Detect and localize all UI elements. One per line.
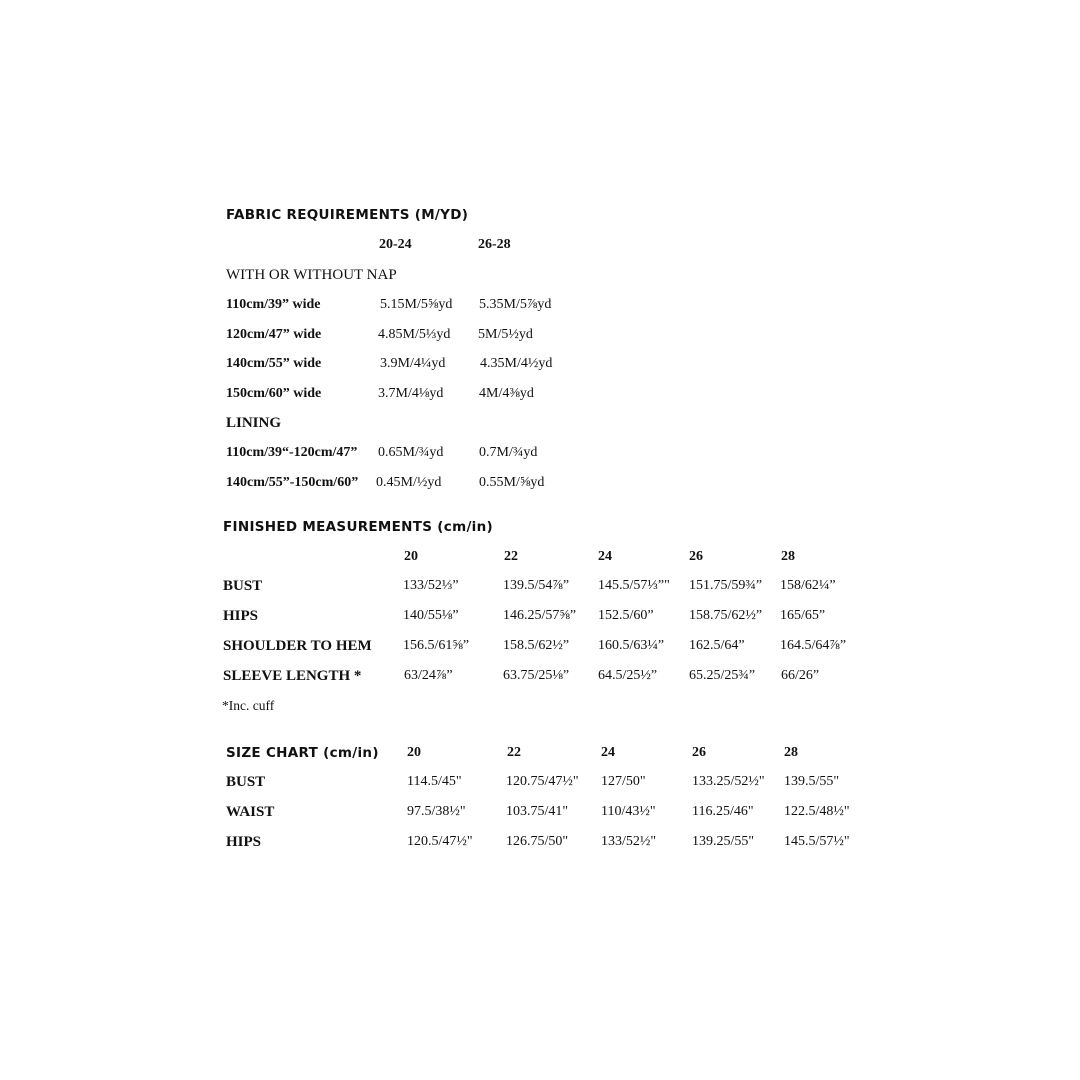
size-chart-value: 110/43½" (601, 804, 656, 819)
finished-size-header: 22 (504, 549, 518, 564)
size-chart-size-header: 24 (601, 745, 615, 760)
fabric-amount: 4.85M/5⅓yd (378, 327, 451, 342)
finished-row (0, 636, 1080, 656)
size-chart-value: 97.5/38½" (407, 804, 466, 819)
finished-value: 140/55⅛” (403, 608, 459, 623)
finished-value: 64.5/25½” (598, 668, 658, 683)
fabric-width-label: 150cm/60” wide (226, 386, 322, 401)
finished-value: 65.25/25¾” (689, 668, 756, 683)
finished-footnote: *Inc. cuff (222, 698, 275, 713)
finished-value: 145.5/57⅓”" (598, 578, 670, 593)
finished-value: 152.5/60” (598, 608, 654, 623)
finished-size-header: 28 (781, 549, 795, 564)
fabric-row (0, 384, 1080, 404)
finished-value: 165/65” (780, 608, 826, 623)
fabric-width-label: 120cm/47” wide (226, 327, 322, 342)
size-chart-value: 127/50" (601, 774, 646, 789)
size-chart-row-label: HIPS (226, 834, 262, 850)
lining-width-label: 110cm/39“-120cm/47” (226, 445, 358, 460)
size-chart-value: 139.5/55" (784, 774, 840, 789)
fabric-width-label: 110cm/39” wide (226, 297, 321, 312)
size-chart-row-label: BUST (226, 774, 266, 790)
lining-label-row (0, 413, 1080, 433)
lining-label: LINING (226, 415, 282, 431)
finished-note-row (0, 696, 1080, 716)
finished-size-header: 24 (598, 549, 612, 564)
fabric-amount: 3.7M/4⅛yd (378, 386, 444, 401)
finished-value: 63.75/25⅛” (503, 668, 570, 683)
finished-value: 146.25/57⅝” (503, 608, 577, 623)
fabric-amount: 5M/5½yd (478, 327, 533, 342)
size-chart-value: 114.5/45" (407, 774, 462, 789)
fabric-row (0, 325, 1080, 345)
size-chart-value: 120.75/47½" (506, 774, 579, 789)
size-chart-size-header: 26 (692, 745, 706, 760)
finished-size-header-row (0, 547, 1080, 567)
fabric-amount: 5.15M/5⅝yd (380, 297, 453, 312)
finished-row (0, 666, 1080, 686)
size-chart-value: 116.25/46" (692, 804, 754, 819)
size-chart-value: 120.5/47½" (407, 834, 473, 849)
size-chart-size-header: 20 (407, 745, 421, 760)
finished-size-header: 26 (689, 549, 703, 564)
size-chart-value: 126.75/50" (506, 834, 569, 849)
fabric-size-header-row (0, 235, 1080, 255)
finished-value: 158/62¼” (780, 578, 836, 593)
size-chart-value: 133/52½" (601, 834, 657, 849)
finished-value: 158.75/62½” (689, 608, 763, 623)
nap-label-row (0, 265, 1080, 285)
size-chart-value: 145.5/57½" (784, 834, 850, 849)
finished-row-label: SHOULDER TO HEM (223, 638, 372, 654)
size-chart-value: 103.75/41" (506, 804, 569, 819)
finished-row-label: HIPS (223, 608, 259, 624)
finished-value: 139.5/54⅞” (503, 578, 570, 593)
size-chart-value: 139.25/55" (692, 834, 755, 849)
lining-amount: 0.7M/¾yd (479, 445, 538, 460)
finished-value: 158.5/62½” (503, 638, 570, 653)
size-chart-header-row (0, 743, 1080, 763)
finished-value: 156.5/61⅝” (403, 638, 470, 653)
fabric-amount: 3.9M/4¼yd (380, 356, 446, 371)
finished-value: 66/26” (781, 668, 820, 683)
lining-amount: 0.45M/½yd (376, 475, 442, 490)
finished-value: 151.75/59¾” (689, 578, 763, 593)
size-chart-size-header: 28 (784, 745, 798, 760)
nap-label: WITH OR WITHOUT NAP (226, 267, 397, 283)
size-chart-row (0, 832, 1080, 852)
size-chart-row (0, 772, 1080, 792)
finished-value: 133/52⅓” (403, 578, 459, 593)
lining-row (0, 443, 1080, 463)
finished-size-header: 20 (404, 549, 418, 564)
lining-row (0, 473, 1080, 493)
fabric-width-label: 140cm/55” wide (226, 356, 322, 371)
finished-value: 63/24⅞” (404, 668, 453, 683)
fabric-amount: 5.35M/5⅞yd (479, 297, 552, 312)
fabric-row (0, 295, 1080, 315)
finished-row (0, 576, 1080, 596)
lining-amount: 0.65M/¾yd (378, 445, 444, 460)
finished-measurements-heading: FINISHED MEASUREMENTS (cm/in) (223, 519, 493, 535)
fabric-size-header: 20-24 (379, 237, 412, 252)
size-chart-size-header: 22 (507, 745, 521, 760)
fabric-row (0, 354, 1080, 374)
fabric-requirements-heading: FABRIC REQUIREMENTS (M/YD) (226, 207, 469, 223)
size-chart-row (0, 802, 1080, 822)
finished-value: 162.5/64” (689, 638, 745, 653)
fabric-size-header: 26-28 (478, 237, 511, 252)
fabric-amount: 4M/4⅜yd (479, 386, 534, 401)
finished-row (0, 606, 1080, 626)
size-chart-heading: SIZE CHART (cm/in) (226, 745, 379, 761)
finished-value: 160.5/63¼” (598, 638, 665, 653)
lining-width-label: 140cm/55”-150cm/60” (226, 475, 359, 490)
fabric-amount: 4.35M/4½yd (480, 356, 553, 371)
size-chart-value: 133.25/52½" (692, 774, 765, 789)
finished-row-label: SLEEVE LENGTH * (223, 668, 362, 684)
size-chart-row-label: WAIST (226, 804, 275, 820)
size-chart-value: 122.5/48½" (784, 804, 850, 819)
finished-value: 164.5/64⅞” (780, 638, 847, 653)
lining-amount: 0.55M/⅝yd (479, 475, 545, 490)
finished-row-label: BUST (223, 578, 263, 594)
